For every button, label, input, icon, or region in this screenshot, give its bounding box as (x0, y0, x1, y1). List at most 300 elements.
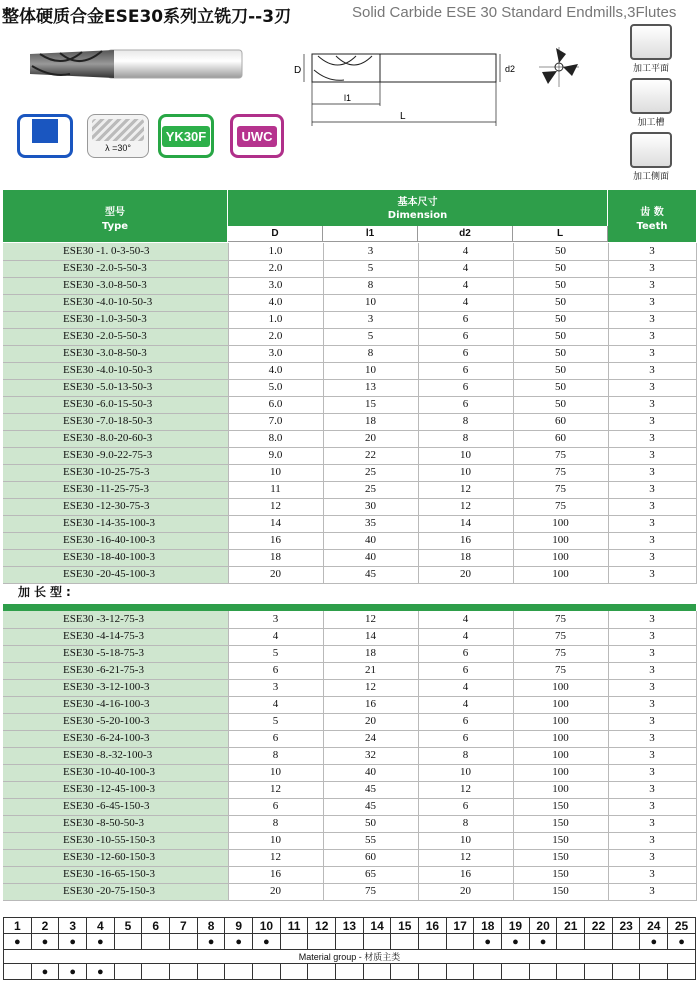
material-dot: ● (225, 934, 253, 950)
cell-l1: 40 (323, 532, 418, 549)
table-row (3, 413, 696, 430)
table-row (3, 662, 696, 679)
cell-L: 100 (513, 747, 608, 764)
table-row (3, 243, 696, 260)
cell-l1: 24 (323, 730, 418, 747)
material-empty-cell (419, 934, 447, 950)
cell-l1: 10 (323, 294, 418, 311)
cell-l1: 5 (323, 328, 418, 345)
cell-d2: 6 (418, 662, 513, 679)
material-number: 22 (585, 918, 613, 934)
material-empty-cell (557, 934, 585, 950)
material-number: 17 (446, 918, 474, 934)
material-dot: ● (474, 934, 502, 950)
cell-teeth: 3 (608, 532, 696, 549)
cell-l1: 16 (323, 696, 418, 713)
cell-teeth: 3 (608, 747, 696, 764)
material-number: 2 (31, 918, 59, 934)
helix-label: λ =30° (105, 143, 131, 153)
material-empty-cell (4, 964, 32, 980)
material-number: 25 (668, 918, 696, 934)
table-row (3, 645, 696, 662)
coating-label: UWC (237, 126, 276, 147)
cell-d2: 4 (418, 679, 513, 696)
table-header (3, 190, 696, 242)
endmill-photo (22, 44, 244, 84)
material-dot: ● (31, 934, 59, 950)
material-empty-cell (502, 964, 530, 980)
cell-type: ESE30 -3-12-100-3 (3, 679, 228, 696)
label-D: D (294, 65, 302, 76)
cell-d2: 16 (418, 532, 513, 549)
material-number: 16 (419, 918, 447, 934)
cell-l1: 22 (323, 447, 418, 464)
operation-icons (622, 24, 680, 186)
cell-type: ESE30 -16-40-100-3 (3, 532, 228, 549)
header-dim-cn: 基本尺寸 (397, 197, 438, 208)
material-empty-cell (585, 964, 613, 980)
cell-D: 12 (228, 849, 323, 866)
cell-D: 3.0 (228, 345, 323, 362)
cell-D: 10 (228, 464, 323, 481)
cell-L: 50 (513, 311, 608, 328)
material-empty-cell (612, 934, 640, 950)
cell-L: 50 (513, 277, 608, 294)
cell-teeth: 3 (608, 498, 696, 515)
cell-teeth: 3 (608, 396, 696, 413)
cell-teeth: 3 (608, 566, 696, 583)
cell-L: 50 (513, 362, 608, 379)
cell-teeth: 3 (608, 413, 696, 430)
material-number: 3 (59, 918, 87, 934)
cell-d2: 20 (418, 566, 513, 583)
cell-d2: 4 (418, 696, 513, 713)
cell-L: 50 (513, 328, 608, 345)
header-teeth-en: Teeth (636, 221, 668, 232)
cell-d2: 10 (418, 447, 513, 464)
cell-type: ESE30 -8.0-20-60-3 (3, 430, 228, 447)
table-row (3, 883, 696, 900)
cell-D: 20 (228, 566, 323, 583)
cell-d2: 12 (418, 498, 513, 515)
cell-l1: 12 (323, 611, 418, 628)
cell-d2: 18 (418, 549, 513, 566)
cell-l1: 5 (323, 260, 418, 277)
cell-type: ESE30 -6-24-100-3 (3, 730, 228, 747)
cell-teeth: 3 (608, 798, 696, 815)
cell-type: ESE30 -9.0-22-75-3 (3, 447, 228, 464)
standard-spec-table (3, 243, 697, 584)
table-row (3, 277, 696, 294)
material-dot: ● (59, 934, 87, 950)
table-row (3, 464, 696, 481)
grade-badge (158, 114, 214, 158)
cell-d2: 4 (418, 260, 513, 277)
table-row (3, 764, 696, 781)
cell-teeth: 3 (608, 849, 696, 866)
cell-teeth: 3 (608, 696, 696, 713)
material-number: 21 (557, 918, 585, 934)
cell-d2: 8 (418, 815, 513, 832)
material-empty-cell (114, 964, 142, 980)
cell-teeth: 3 (608, 447, 696, 464)
cell-type: ESE30 -3-12-75-3 (3, 611, 228, 628)
material-empty-cell (363, 964, 391, 980)
material-dot: ● (59, 964, 87, 980)
cell-l1: 75 (323, 883, 418, 900)
cell-type: ESE30 -10-25-75-3 (3, 464, 228, 481)
material-empty-cell (280, 964, 308, 980)
cell-type: ESE30 -2.0-5-50-3 (3, 260, 228, 277)
cell-L: 50 (513, 294, 608, 311)
cell-type: ESE30 -7.0-18-50-3 (3, 413, 228, 430)
cell-type: ESE30 -2.0-5-50-3 (3, 328, 228, 345)
cell-d2: 8 (418, 413, 513, 430)
cell-type: ESE30 -3.0-8-50-3 (3, 345, 228, 362)
cell-D: 6.0 (228, 396, 323, 413)
cell-d2: 6 (418, 396, 513, 413)
cell-l1: 8 (323, 345, 418, 362)
cell-L: 100 (513, 549, 608, 566)
material-dot: ● (668, 934, 696, 950)
cell-type: ESE30 -5-20-100-3 (3, 713, 228, 730)
cell-l1: 15 (323, 396, 418, 413)
header-type (3, 190, 227, 242)
cell-type: ESE30 -14-35-100-3 (3, 515, 228, 532)
cell-L: 150 (513, 832, 608, 849)
header-col-L: L (513, 226, 608, 242)
cell-d2: 10 (418, 764, 513, 781)
cell-l1: 65 (323, 866, 418, 883)
cell-l1: 8 (323, 277, 418, 294)
material-empty-cell (308, 964, 336, 980)
table-row (3, 849, 696, 866)
cell-L: 100 (513, 730, 608, 747)
cell-d2: 20 (418, 883, 513, 900)
material-number: 1 (4, 918, 32, 934)
material-empty-cell (612, 964, 640, 980)
cell-L: 150 (513, 815, 608, 832)
cell-type: ESE30 -4.0-10-50-3 (3, 294, 228, 311)
header-col-l1: l1 (323, 226, 418, 242)
material-numbers-row (4, 918, 696, 934)
cell-type: ESE30 -18-40-100-3 (3, 549, 228, 566)
table-row (3, 713, 696, 730)
cell-D: 4.0 (228, 362, 323, 379)
cell-teeth: 3 (608, 815, 696, 832)
cell-D: 10 (228, 832, 323, 849)
cell-L: 100 (513, 566, 608, 583)
cell-L: 100 (513, 515, 608, 532)
cell-D: 8 (228, 815, 323, 832)
table-row (3, 515, 696, 532)
cutter-end-view-icon (536, 44, 582, 90)
long-series-header-bar (3, 604, 696, 611)
slot-milling-icon (622, 78, 680, 130)
cell-d2: 6 (418, 713, 513, 730)
table-row (3, 611, 696, 628)
cell-type: ESE30 -1.0-3-50-3 (3, 311, 228, 328)
cell-teeth: 3 (608, 243, 696, 260)
cell-teeth: 3 (608, 549, 696, 566)
cell-d2: 4 (418, 277, 513, 294)
material-number: 14 (363, 918, 391, 934)
header-dim-en: Dimension (387, 210, 448, 221)
header-teeth-cn: 齿 数 (640, 207, 664, 218)
long-spec-table (3, 611, 697, 901)
cell-L: 150 (513, 866, 608, 883)
cell-D: 12 (228, 498, 323, 515)
material-empty-cell (142, 934, 170, 950)
cell-L: 75 (513, 481, 608, 498)
cell-teeth: 3 (608, 645, 696, 662)
cell-D: 8.0 (228, 430, 323, 447)
header-teeth (608, 190, 696, 242)
cell-type: ESE30 -8-50-50-3 (3, 815, 228, 832)
cell-L: 60 (513, 413, 608, 430)
cell-d2: 6 (418, 311, 513, 328)
cell-teeth: 3 (608, 764, 696, 781)
material-empty-cell (529, 964, 557, 980)
material-empty-cell (668, 964, 696, 980)
material-number: 6 (142, 918, 170, 934)
cell-teeth: 3 (608, 328, 696, 345)
cell-L: 75 (513, 447, 608, 464)
table-row (3, 294, 696, 311)
cell-l1: 45 (323, 798, 418, 815)
cell-d2: 4 (418, 243, 513, 260)
table-row (3, 447, 696, 464)
cell-D: 9.0 (228, 447, 323, 464)
cell-d2: 12 (418, 481, 513, 498)
material-dot: ● (253, 934, 281, 950)
cell-l1: 30 (323, 498, 418, 515)
title-cn: 整体硬质合金ESE30系列立铣刀--3刃 (2, 7, 292, 27)
cell-teeth: 3 (608, 832, 696, 849)
cell-d2: 10 (418, 464, 513, 481)
cell-d2: 12 (418, 781, 513, 798)
cell-l1: 40 (323, 549, 418, 566)
coating-badge (230, 114, 284, 158)
cell-type: ESE30 -4-14-75-3 (3, 628, 228, 645)
cell-l1: 55 (323, 832, 418, 849)
material-empty-cell (197, 964, 225, 980)
table-row (3, 328, 696, 345)
cell-D: 2.0 (228, 328, 323, 345)
cell-l1: 60 (323, 849, 418, 866)
cell-l1: 12 (323, 679, 418, 696)
cell-L: 100 (513, 679, 608, 696)
cell-type: ESE30 -10-40-100-3 (3, 764, 228, 781)
cell-teeth: 3 (608, 781, 696, 798)
cell-type: ESE30 -1. 0-3-50-3 (3, 243, 228, 260)
table-row (3, 866, 696, 883)
cell-type: ESE30 -5-18-75-3 (3, 645, 228, 662)
cell-D: 16 (228, 866, 323, 883)
table-row (3, 549, 696, 566)
table-row (3, 566, 696, 583)
material-dot: ● (502, 934, 530, 950)
table-row (3, 379, 696, 396)
table-row (3, 798, 696, 815)
cell-L: 50 (513, 379, 608, 396)
cell-L: 100 (513, 532, 608, 549)
cell-teeth: 3 (608, 713, 696, 730)
cell-D: 7.0 (228, 413, 323, 430)
dimension-drawing (288, 44, 528, 130)
cell-L: 75 (513, 662, 608, 679)
material-empty-cell (170, 934, 198, 950)
material-number: 15 (391, 918, 419, 934)
cell-D: 3 (228, 611, 323, 628)
cell-l1: 35 (323, 515, 418, 532)
cell-D: 8 (228, 747, 323, 764)
material-number: 12 (308, 918, 336, 934)
material-dot: ● (87, 964, 115, 980)
cell-L: 150 (513, 883, 608, 900)
cell-L: 50 (513, 243, 608, 260)
material-empty-cell (391, 934, 419, 950)
cell-type: ESE30 -6-21-75-3 (3, 662, 228, 679)
cell-d2: 4 (418, 611, 513, 628)
material-number: 5 (114, 918, 142, 934)
cell-d2: 14 (418, 515, 513, 532)
table-row (3, 679, 696, 696)
material-number: 7 (170, 918, 198, 934)
cell-l1: 18 (323, 413, 418, 430)
long-series-label: 加长型: (18, 585, 75, 599)
cell-d2: 12 (418, 849, 513, 866)
material-dot: ● (640, 934, 668, 950)
material-number: 18 (474, 918, 502, 934)
material-number: 13 (336, 918, 364, 934)
cell-teeth: 3 (608, 611, 696, 628)
cell-D: 12 (228, 781, 323, 798)
material-dot: ● (87, 934, 115, 950)
cell-L: 100 (513, 781, 608, 798)
table-row (3, 362, 696, 379)
cell-type: ESE30 -10-55-150-3 (3, 832, 228, 849)
cell-teeth: 3 (608, 277, 696, 294)
cell-l1: 50 (323, 815, 418, 832)
cell-l1: 10 (323, 362, 418, 379)
op-label: 加工平面 (632, 64, 669, 74)
cell-teeth: 3 (608, 662, 696, 679)
material-number: 10 (253, 918, 281, 934)
material-empty-cell (114, 934, 142, 950)
label-l1: l1 (344, 93, 352, 103)
cell-D: 4 (228, 628, 323, 645)
table-row (3, 498, 696, 515)
cell-teeth: 3 (608, 515, 696, 532)
material-empty-cell (557, 964, 585, 980)
cell-l1: 45 (323, 781, 418, 798)
table-row (3, 260, 696, 277)
helix-angle-icon (87, 114, 149, 158)
cell-D: 6 (228, 662, 323, 679)
table-row (3, 481, 696, 498)
cell-teeth: 3 (608, 628, 696, 645)
material-empty-cell (280, 934, 308, 950)
cell-L: 150 (513, 798, 608, 815)
cell-teeth: 3 (608, 883, 696, 900)
cell-teeth: 3 (608, 730, 696, 747)
cell-l1: 18 (323, 645, 418, 662)
material-number: 9 (225, 918, 253, 934)
cell-L: 75 (513, 645, 608, 662)
cell-L: 75 (513, 611, 608, 628)
cell-type: ESE30 -6-45-150-3 (3, 798, 228, 815)
cell-type: ESE30 -20-45-100-3 (3, 566, 228, 583)
material-empty-cell (474, 964, 502, 980)
material-empty-cell (419, 964, 447, 980)
cell-teeth: 3 (608, 481, 696, 498)
material-dot: ● (197, 934, 225, 950)
cell-D: 4 (228, 696, 323, 713)
cell-teeth: 3 (608, 362, 696, 379)
header-col-D: D (228, 226, 323, 242)
cell-type: ESE30 -12-30-75-3 (3, 498, 228, 515)
cell-d2: 16 (418, 866, 513, 883)
material-dot: ● (4, 934, 32, 950)
cell-D: 14 (228, 515, 323, 532)
cell-type: ESE30 -6.0-15-50-3 (3, 396, 228, 413)
material-empty-cell (142, 964, 170, 980)
coating-icon (17, 114, 73, 158)
cell-type: ESE30 -20-75-150-3 (3, 883, 228, 900)
cell-L: 150 (513, 849, 608, 866)
cell-l1: 40 (323, 764, 418, 781)
cell-teeth: 3 (608, 379, 696, 396)
material-empty-cell (640, 964, 668, 980)
cell-d2: 8 (418, 430, 513, 447)
header-type-en: Type (101, 221, 129, 232)
table-row (3, 396, 696, 413)
cell-teeth: 3 (608, 311, 696, 328)
material-dot: ● (31, 964, 59, 980)
material-empty-cell (225, 964, 253, 980)
cell-d2: 8 (418, 747, 513, 764)
cell-D: 20 (228, 883, 323, 900)
cell-L: 100 (513, 696, 608, 713)
cell-type: ESE30 -12-60-150-3 (3, 849, 228, 866)
cell-l1: 20 (323, 713, 418, 730)
cell-D: 2.0 (228, 260, 323, 277)
op-label: 加工侧面 (632, 172, 669, 182)
cell-d2: 10 (418, 832, 513, 849)
material-dot: ● (529, 934, 557, 950)
cell-L: 75 (513, 628, 608, 645)
op-label: 加工槽 (637, 118, 665, 128)
cell-d2: 6 (418, 362, 513, 379)
cell-D: 1.0 (228, 311, 323, 328)
material-dots-row (4, 934, 696, 950)
cell-L: 75 (513, 464, 608, 481)
material-group-row (4, 950, 696, 964)
cell-teeth: 3 (608, 345, 696, 362)
cell-D: 10 (228, 764, 323, 781)
cell-teeth: 3 (608, 430, 696, 447)
cell-L: 50 (513, 345, 608, 362)
table-row (3, 311, 696, 328)
cell-type: ESE30 -5.0-13-50-3 (3, 379, 228, 396)
cell-l1: 32 (323, 747, 418, 764)
cell-D: 4.0 (228, 294, 323, 311)
cell-D: 5 (228, 645, 323, 662)
cell-d2: 4 (418, 294, 513, 311)
title-en: Solid Carbide ESE 30 Standard Endmills,3Flutes (352, 4, 677, 21)
table-row (3, 628, 696, 645)
